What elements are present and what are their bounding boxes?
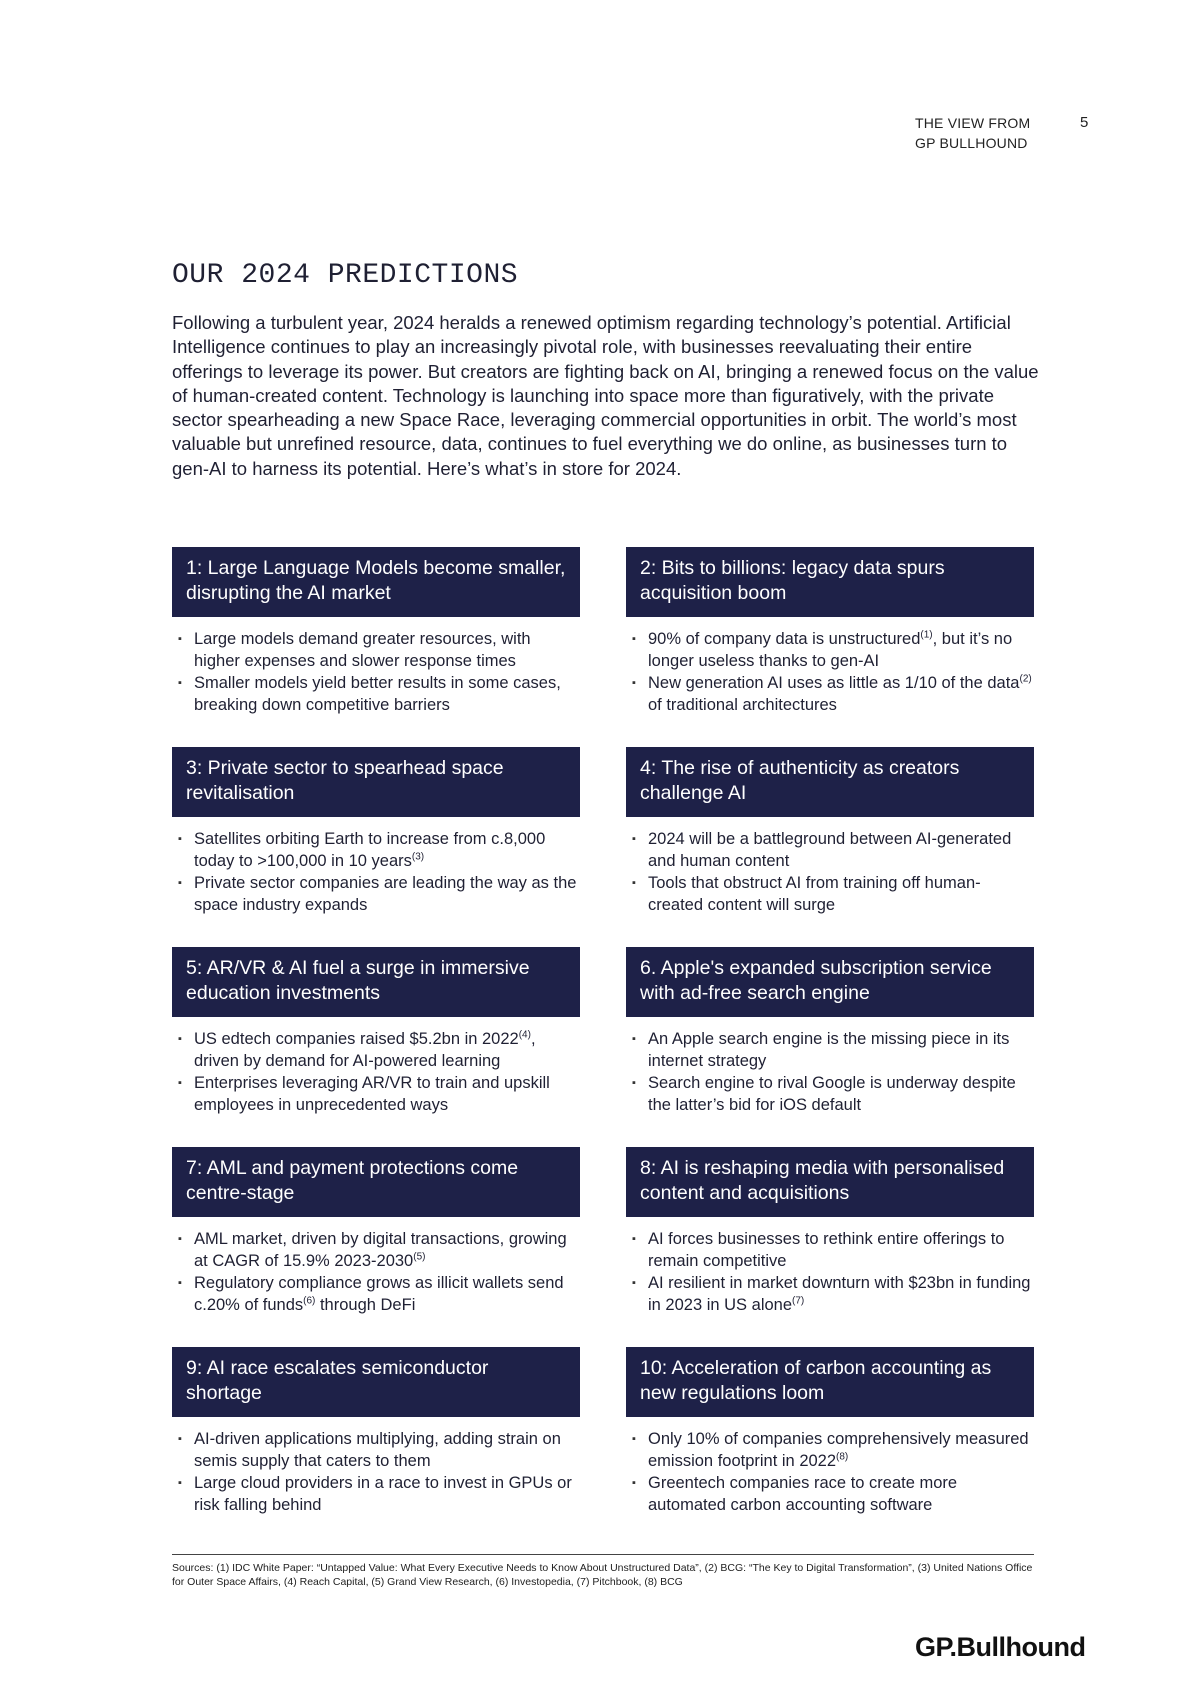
bullet-text: Tools that obstruct AI from training off human-created content will surge: [648, 874, 981, 914]
prediction-title: 7: AML and payment protections come centre-stage: [172, 1147, 580, 1217]
sources-footnote: Sources: (1) IDC White Paper: “Untapped Value: What Every Executive Needs to Know About Unstructured Data”, (2) BCG: “The Key to Digital Transformation”, (3) United Nations Office for Outer Space Affairs, (4) Reach Capital, (5) Grand View Research, (6) Investopedia, (7) Pitchbook, (8) BCG: [172, 1562, 1033, 1588]
prediction-card: [172, 547, 580, 716]
bullet-item: [172, 872, 580, 916]
bullet-text: Greentech companies race to create more automated carbon accounting software: [648, 1474, 958, 1514]
prediction-bullets: [172, 1028, 580, 1116]
prediction-title: 2: Bits to billions: legacy data spurs acquisition boom: [626, 547, 1034, 617]
page-number: 5: [1080, 114, 1089, 131]
bullet-text: 90% of company data is unstructured: [648, 630, 921, 648]
bullet-tail: , but it’s no longer useless thanks to gen-AI: [648, 630, 1013, 670]
bullet-item: [626, 1228, 1034, 1272]
prediction-bullets: [626, 1428, 1034, 1516]
header-text: [915, 113, 1030, 153]
bullet-item: [172, 1072, 580, 1116]
sources-divider: [172, 1554, 1034, 1555]
bullet-item: [626, 1028, 1034, 1072]
prediction-card: [626, 947, 1034, 1116]
bullet-item: [626, 828, 1034, 872]
prediction-title: 6. Apple's expanded subscription service with ad-free search engine: [626, 947, 1034, 1017]
prediction-bullets: [172, 828, 580, 916]
prediction-card: [172, 747, 580, 916]
bullet-tail: of traditional architectures: [648, 696, 837, 714]
prediction-title: 8: AI is reshaping media with personalised content and acquisitions: [626, 1147, 1034, 1217]
intro-paragraph: Following a turbulent year, 2024 heralds a renewed optimism regarding technology’s potential. Artificial Intelligence continues to play an increasingly pivotal role, with businesses reevaluating their entire offerings to leverage its power. But creators are fighting back on AI, bringing a renewed focus on the value of human-created content. Technology is launching into space more than figuratively, with the private sector spearheading a new Space Race, leveraging commercial opportunities in orbit. The world’s most valuable but unrefined resource, data, continues to fuel everything we do online, as businesses turn to gen-AI to harness its potential. Here’s what’s in store for 2024.: [172, 312, 1039, 479]
footnote-ref: (1): [920, 629, 933, 641]
prediction-card: [172, 947, 580, 1116]
bullet-text: Enterprises leveraging AR/VR to train and upskill employees in unprecedented ways: [194, 1074, 550, 1114]
bullet-text: Search engine to rival Google is underway despite the latter’s bid for iOS default: [648, 1074, 1016, 1114]
prediction-title: 3: Private sector to spearhead space revitalisation: [172, 747, 580, 817]
bullet-item: [172, 1428, 580, 1472]
prediction-title: 10: Acceleration of carbon accounting as new regulations loom: [626, 1347, 1034, 1417]
bullet-item: [172, 1472, 580, 1516]
footnote-ref: (6): [303, 1295, 316, 1307]
bullet-item: [626, 1428, 1034, 1472]
prediction-card: [172, 1147, 580, 1316]
prediction-card: [172, 1347, 580, 1516]
bullet-item: [626, 872, 1034, 916]
footnote-ref: (7): [792, 1295, 805, 1307]
bullet-item: [626, 628, 1034, 672]
bullet-text: 2024 will be a battleground between AI-generated and human content: [648, 830, 1012, 870]
footnote-ref: (3): [411, 851, 425, 863]
prediction-bullets: [172, 1228, 580, 1316]
bullet-item: [626, 672, 1034, 716]
page-title: OUR 2024 PREDICTIONS: [172, 260, 519, 291]
bullet-text: Large cloud providers in a race to invest in GPUs or risk falling behind: [194, 1474, 572, 1514]
footnote-ref: (2): [1019, 673, 1032, 685]
prediction-card: [626, 747, 1034, 916]
bullet-item: [626, 1072, 1034, 1116]
prediction-bullets: [172, 628, 580, 716]
bullet-item: [172, 828, 580, 872]
prediction-card: [626, 1147, 1034, 1316]
bullet-item: [626, 1272, 1034, 1316]
footnote-ref: (5): [413, 1251, 426, 1263]
header-line-2: GP BULLHOUND: [915, 135, 1028, 151]
bullet-tail: , driven by demand for AI-powered learning: [194, 1030, 536, 1070]
prediction-card: [626, 1347, 1034, 1516]
bullet-text: New generation AI uses as little as 1/10 of the data: [648, 674, 1020, 692]
bullet-text: US edtech companies raised $5.2bn in 2022: [194, 1030, 519, 1048]
bullet-item: [172, 628, 580, 672]
bullet-text: Only 10% of companies comprehensively measured emission footprint in 2022: [648, 1430, 1029, 1470]
bullet-item: [626, 1472, 1034, 1516]
brand-logo: GP.Bullhound: [915, 1632, 1086, 1662]
prediction-bullets: [626, 1028, 1034, 1116]
bullet-text: Satellites orbiting Earth to increase from c.8,000 today to >100,000 in 10 years: [194, 830, 546, 870]
prediction-bullets: [626, 628, 1034, 716]
prediction-title: 9: AI race escalates semiconductor shortage: [172, 1347, 580, 1417]
footnote-ref: (8): [836, 1451, 849, 1463]
bullet-text: Regulatory compliance grows as illicit wallets send c.20% of funds: [194, 1274, 564, 1314]
bullet-tail: through DeFi: [315, 1296, 416, 1314]
prediction-title: 5: AR/VR & AI fuel a surge in immersive education investments: [172, 947, 580, 1017]
bullet-text: AI-driven applications multiplying, adding strain on semis supply that caters to them: [194, 1430, 561, 1470]
prediction-title: 4: The rise of authenticity as creators challenge AI: [626, 747, 1034, 817]
footnote-ref: (4): [518, 1029, 531, 1041]
prediction-card: [626, 547, 1034, 716]
bullet-item: [172, 1028, 580, 1072]
bullet-item: [172, 1272, 580, 1316]
bullet-text: An Apple search engine is the missing piece in its internet strategy: [648, 1030, 1010, 1070]
bullet-text: AI forces businesses to rethink entire offerings to remain competitive: [648, 1230, 1005, 1270]
prediction-bullets: [626, 828, 1034, 916]
prediction-bullets: [626, 1228, 1034, 1316]
prediction-title: 1: Large Language Models become smaller, disrupting the AI market: [172, 547, 580, 617]
bullet-text: Private sector companies are leading the way as the space industry expands: [194, 874, 577, 914]
bullet-text: Smaller models yield better results in some cases, breaking down competitive barriers: [194, 674, 561, 714]
header-line-1: THE VIEW FROM: [915, 115, 1031, 131]
prediction-bullets: [172, 1428, 580, 1516]
bullet-item: [172, 1228, 580, 1272]
bullet-text: Large models demand greater resources, with higher expenses and slower response times: [194, 630, 531, 670]
bullet-text: AI resilient in market downturn with $23bn in funding in 2023 in US alone: [648, 1274, 1031, 1314]
bullet-item: [172, 672, 580, 716]
bullet-text: AML market, driven by digital transactions, growing at CAGR of 15.9% 2023-2030: [194, 1230, 567, 1270]
